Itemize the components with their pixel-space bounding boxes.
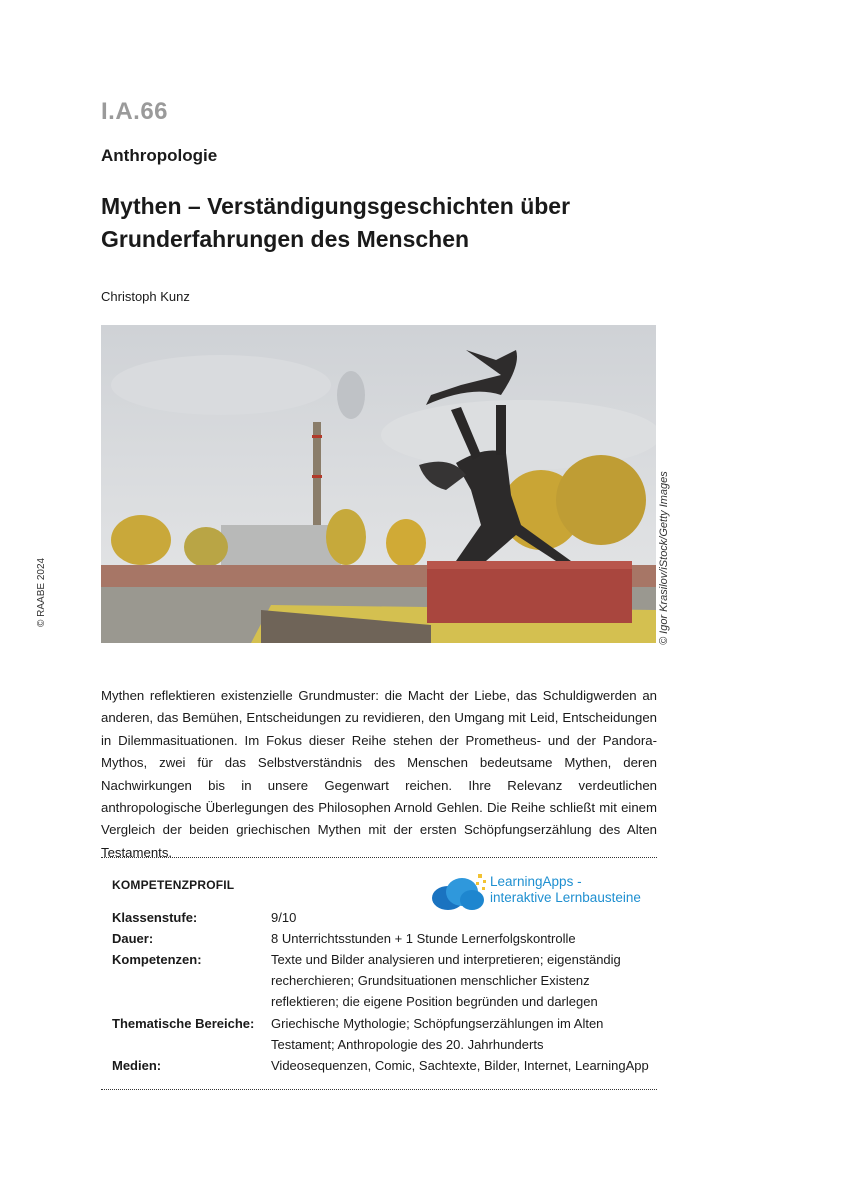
bottom-dotted-separator: [101, 1089, 657, 1090]
photo-credit: © Igor Krasilov/iStock/Getty Images: [658, 471, 670, 645]
side-copyright: © RAABE 2024: [36, 557, 47, 627]
row-label-medien: Medien:: [112, 1058, 162, 1073]
abstract-text: Mythen reflektieren existenzielle Grundmuster: die Macht der Liebe, das Schuldigwerden an anderen, das Bemühen, Entscheidungen zu revidieren, den Umgang mit Leid, Entscheidungen in Dilemmasituationen. Im Fokus dieser Reihe stehen der Prometheus- und der Pandora-Mythos, zwei für das Selbstverständnis des Menschen bedeutsame Mythen, deren Nachwirkungen bis in unsere Gegenwart reichen. Ihre Relevanz verdeutlichen anthropologische Überlegungen des Philosophen Arnold Gehlen. Die Reihe schließt mit einem Vergleich der beiden griechischen Mythen mit der ersten Schöpfungserzählung des Alten Testaments.: [101, 688, 657, 860]
kompetenzprofil-heading: KOMPETENZPROFIL: [112, 878, 235, 892]
page-title: Mythen – Verständigungsgeschichten über Grunderfahrungen des Menschen: [101, 193, 571, 252]
row-value-kompetenzen: Texte und Bilder analysieren und interpretieren; eigenständig recherchieren; Grundsituationen menschlicher Existenz reflektieren; die eigene Position begründen und darlegen: [271, 952, 621, 1009]
logo-line2: interaktive Lernbausteine: [490, 890, 641, 905]
row-label-kompetenzen: Kompetenzen:: [112, 952, 202, 967]
row-label-thematische-bereiche: Thematische Bereiche:: [112, 1016, 255, 1031]
unit-code: I.A.66: [101, 98, 169, 125]
top-dotted-separator: [101, 857, 657, 858]
learningapps-label: [490, 874, 641, 906]
row-value-dauer: 8 Unterrichtsstunden + 1 Stunde Lernerfolgskontrolle: [271, 931, 576, 946]
row-value-medien: Videosequenzen, Comic, Sachtexte, Bilder, Internet, LearningApp: [271, 1058, 649, 1073]
row-label-dauer: Dauer:: [112, 931, 154, 946]
prometheus-statue-photo: [101, 325, 656, 643]
logo-line1: LearningApps -: [490, 874, 582, 889]
author-name: Christoph Kunz: [101, 289, 190, 304]
row-value-klassenstufe: 9/10: [271, 910, 297, 925]
row-label-klassenstufe: Klassenstufe:: [112, 910, 198, 925]
subject-heading: Anthropologie: [101, 146, 218, 165]
row-value-thematische-bereiche: Griechische Mythologie; Schöpfungserzählungen im Alten Testament; Anthropologie des 20. Jahrhunderts: [271, 1016, 604, 1052]
